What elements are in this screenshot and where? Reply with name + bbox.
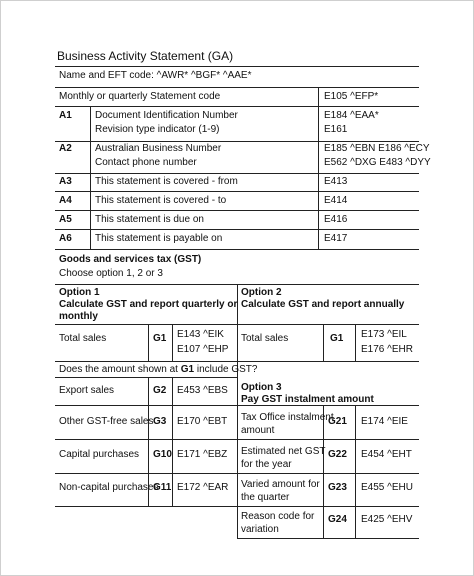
gst-row-ref: E171 ^EBZ [177, 449, 228, 460]
column-divider [148, 324, 149, 361]
instalment-row-ref: E454 ^EHT [361, 449, 412, 460]
option3-title: Option 3 [241, 382, 282, 393]
column-divider [318, 87, 319, 249]
option2-desc: Calculate GST and report annually [241, 299, 405, 310]
total-sales-code: G1 [153, 333, 167, 344]
page-title: Business Activity Statement (GA) [57, 49, 234, 63]
item-code: E184 ^EAA* [324, 110, 379, 121]
total-sales-ref: E107 ^EHP [177, 344, 229, 355]
item-code: E416 [324, 214, 348, 225]
option3-desc: Pay GST instalment amount [241, 394, 374, 405]
item-label: This statement is due on [95, 214, 204, 225]
item-code: E417 [324, 233, 348, 244]
gst-row-ref: E172 ^EAR [177, 482, 229, 493]
column-divider [172, 324, 173, 361]
gst-row-label: Export sales [59, 385, 115, 396]
item-code: E161 [324, 124, 348, 135]
gst-row-label: Capital purchases [59, 449, 140, 460]
total-sales-ref: E176 ^EHR [361, 344, 413, 355]
gst-inclusion-question [59, 363, 257, 377]
column-divider [237, 284, 238, 538]
statement-code-label: Monthly or quarterly Statement code [59, 91, 221, 102]
item-label: This statement is covered - from [95, 176, 238, 187]
instalment-row-label: variation [241, 524, 279, 535]
divider [55, 249, 419, 250]
item-number: A1 [59, 110, 72, 121]
gst-row-ref: E453 ^EBS [177, 385, 228, 396]
column-divider [172, 377, 173, 506]
instalment-row-ref: E174 ^EIE [361, 416, 408, 427]
instalment-row-code: G23 [328, 482, 347, 493]
question-code: G1 [180, 364, 195, 375]
statement-code-value: E105 ^EFP* [324, 91, 379, 102]
option1-desc: Calculate GST and report quarterly or [59, 299, 238, 310]
instalment-row-ref: E455 ^EHU [361, 482, 413, 493]
gst-row-code: G10 [153, 449, 172, 460]
total-sales-label: Total sales [59, 333, 107, 344]
total-sales-label: Total sales [241, 333, 289, 344]
divider [55, 210, 419, 211]
gst-row-code: G3 [153, 416, 167, 427]
item-code: E562 ^DXG E483 ^DYY [324, 157, 431, 168]
divider [55, 377, 237, 378]
item-code: E413 [324, 176, 348, 187]
item-label: This statement is covered - to [95, 195, 227, 206]
instalment-row-code: G24 [328, 514, 347, 525]
item-label: Revision type indicator (1-9) [95, 124, 220, 135]
instalment-row-code: G22 [328, 449, 347, 460]
option2-title: Option 2 [241, 287, 282, 298]
item-code: E414 [324, 195, 348, 206]
divider [55, 66, 419, 67]
gst-row-code: G2 [153, 385, 167, 396]
column-divider [355, 324, 356, 361]
column-divider [90, 106, 91, 249]
column-divider [355, 405, 356, 538]
gst-row-ref: E170 ^EBT [177, 416, 228, 427]
item-number: A3 [59, 176, 72, 187]
instalment-row-label: the quarter [241, 492, 290, 503]
item-number: A5 [59, 214, 72, 225]
instalment-row-label: Estimated net GST [241, 446, 326, 457]
item-label: Australian Business Number [95, 143, 222, 154]
total-sales-ref: E143 ^EIK [177, 329, 224, 340]
gst-row-code: G11 [153, 482, 172, 493]
column-divider [323, 324, 324, 361]
gst-heading: Goods and services tax (GST) [59, 254, 202, 265]
item-number: A4 [59, 195, 72, 206]
item-number: A6 [59, 233, 72, 244]
item-label: Document Identification Number [95, 110, 238, 121]
gst-row-label: Other GST-free sales [59, 416, 154, 427]
item-number: A2 [59, 143, 72, 154]
instalment-row-label: Reason code for [241, 511, 315, 522]
instalment-row-label: for the year [241, 459, 292, 470]
divider [55, 229, 419, 230]
instalment-row-code: G21 [328, 416, 347, 427]
item-code: E185 ^EBN E186 ^ECY [324, 143, 430, 154]
divider [55, 87, 419, 88]
item-label: Contact phone number [95, 157, 197, 168]
question-text: Does the amount shown at [59, 364, 181, 375]
option1-desc: monthly [59, 311, 98, 322]
question-text: include GST? [194, 364, 258, 375]
divider [237, 538, 419, 539]
total-sales-ref: E173 ^EIL [361, 329, 407, 340]
total-sales-code: G1 [330, 333, 344, 344]
divider [55, 191, 419, 192]
item-label: This statement is payable on [95, 233, 223, 244]
instalment-row-label: Varied amount for [241, 479, 320, 490]
gst-row-label: Non-capital purchases [59, 482, 159, 493]
divider [55, 106, 419, 107]
instalment-row-ref: E425 ^EHV [361, 514, 413, 525]
divider [55, 173, 419, 174]
option1-title: Option 1 [59, 287, 100, 298]
gst-choose-option: Choose option 1, 2 or 3 [59, 268, 163, 279]
instalment-row-label: amount [241, 425, 275, 436]
instalment-row-label: Tax Office instalment [241, 412, 334, 423]
name-eft-code-label: Name and EFT code: ^AWR* ^BGF* ^AAE* [59, 70, 252, 81]
